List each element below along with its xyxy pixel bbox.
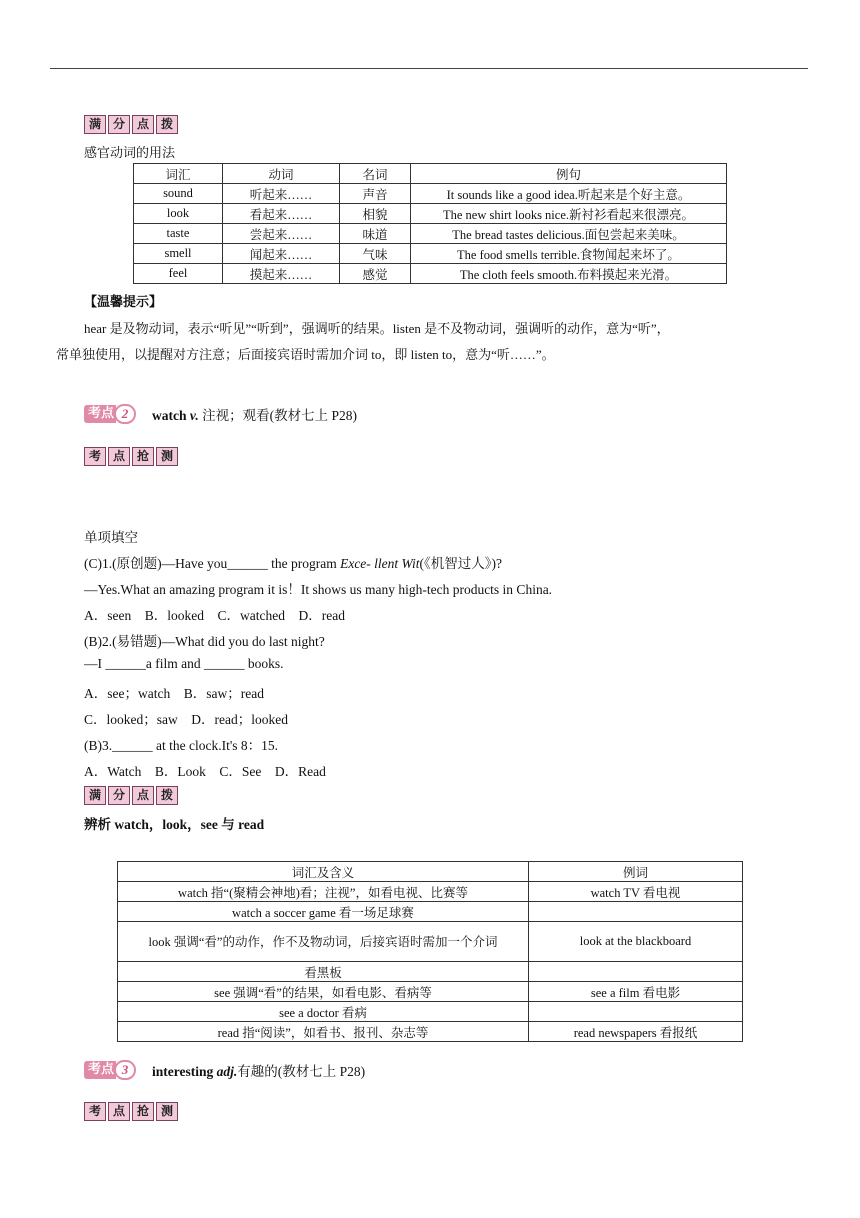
section-title: 感官动词的用法 [84, 146, 176, 161]
exam-point-label: 考点 [84, 405, 116, 423]
table-cell: 味道 [340, 224, 411, 244]
badge-char: 拨 [156, 115, 178, 134]
table-cell: 尝起来…… [223, 224, 340, 244]
table-cell: The bread tastes delicious.面包尝起来美味。 [411, 224, 727, 244]
badge-char: 满 [84, 786, 106, 805]
badge-char: 点 [108, 1102, 130, 1121]
table-cell: watch a soccer game 看一场足球赛 [118, 902, 529, 922]
table-header: 词汇 [134, 164, 223, 184]
exam-point-word: interesting [152, 1064, 214, 1079]
badge-char: 满 [84, 115, 106, 134]
table-cell: see a doctor 看病 [118, 1002, 529, 1022]
table-cell: 气味 [340, 244, 411, 264]
warm-tip-line: hear 是及物动词，表示“听见”“听到”，强调听的结果。listen 是不及物动词，强调听的动作，意为“听”， [84, 321, 670, 336]
table-row [118, 1002, 743, 1022]
table-cell: look [134, 204, 223, 224]
table-cell: 看黑板 [118, 962, 529, 982]
badge-char: 分 [108, 115, 130, 134]
exam-point-pos: v. [189, 408, 199, 423]
options-line: A．Watch B．Look C．See D．Read [84, 764, 326, 779]
table-row [118, 902, 743, 922]
badge-char: 测 [156, 1102, 178, 1121]
badge-char: 考 [84, 1102, 106, 1121]
header-rule [50, 68, 808, 69]
question-text: (C)1.(原创题)—Have you______ the program [84, 556, 341, 571]
exam-point-text [152, 404, 357, 424]
full-score-tip-badge [84, 786, 178, 805]
exam-point-word: watch [152, 408, 187, 423]
exam-point-text [152, 1060, 365, 1080]
table-cell: 摸起来…… [223, 264, 340, 284]
question-1 [84, 552, 502, 572]
table-cell: read 指“阅读”，如看书、报刊、杂志等 [118, 1022, 529, 1042]
table-cell [529, 1002, 743, 1022]
question-text: (《机智过人》)? [419, 556, 503, 571]
table-cell: 看起来…… [223, 204, 340, 224]
exercise-heading: 单项填空 [84, 530, 138, 545]
table-row [134, 224, 727, 244]
table-header: 例句 [411, 164, 727, 184]
table-row [118, 962, 743, 982]
warm-tip-line: 常单独使用，以提醒对方注意；后面接宾语时需加介词 to，即 listen to，意为“听……”。 [56, 347, 555, 362]
table-cell: 相貌 [340, 204, 411, 224]
table-header-row [134, 164, 727, 184]
question-3: (B)3.______ at the clock.It's 8：15. [84, 738, 279, 753]
options-line: A．seen B．looked C．watched D．read [84, 608, 345, 623]
table-cell: taste [134, 224, 223, 244]
table-cell: look 强调“看”的动作，作不及物动词，后接宾语时需加一个介词 [118, 922, 529, 962]
question-line: —Yes.What an amazing program it is！It shows us many high-tech products in China. [84, 582, 553, 597]
table-cell: The new shirt looks nice.新衬衫看起来很漂亮。 [411, 204, 727, 224]
section-title: 辨析 watch，look，see 与 read [84, 817, 265, 832]
program-title: Exce- llent Wit [340, 556, 420, 571]
badge-char: 点 [132, 786, 154, 805]
table-cell: watch TV 看电视 [529, 882, 743, 902]
badge-char: 测 [156, 447, 178, 466]
table-cell: see a film 看电影 [529, 982, 743, 1002]
table-header-row [118, 862, 743, 882]
badge-char: 拨 [156, 786, 178, 805]
table-cell: feel [134, 264, 223, 284]
full-score-tip-badge [84, 115, 178, 134]
table-cell: see 强调“看”的结果，如看电影、看病等 [118, 982, 529, 1002]
badge-char: 考 [84, 447, 106, 466]
exam-test-badge [84, 1102, 178, 1121]
table-row [134, 264, 727, 284]
table-cell [529, 962, 743, 982]
question-2: (B)2.(易错题)—What did you do last night? [84, 634, 325, 649]
table-cell: watch 指“(聚精会神地)看；注视”，如看电视、比赛等 [118, 882, 529, 902]
exam-point-desc: 有趣的(教材七上 P28) [237, 1064, 366, 1079]
badge-char: 点 [108, 447, 130, 466]
table-cell [529, 902, 743, 922]
table-row [118, 922, 743, 962]
exam-point-3 [84, 1060, 365, 1080]
table-row [134, 184, 727, 204]
watch-look-see-read-table [117, 861, 743, 1042]
table-cell: 闻起来…… [223, 244, 340, 264]
badge-char: 分 [108, 786, 130, 805]
exam-point-2 [84, 404, 357, 424]
options-line: A．see；watch B．saw；read [84, 686, 264, 701]
exam-test-badge [84, 447, 178, 466]
table-cell: 声音 [340, 184, 411, 204]
badge-char: 点 [132, 115, 154, 134]
table-cell: read newspapers 看报纸 [529, 1022, 743, 1042]
table-cell: sound [134, 184, 223, 204]
table-row [118, 982, 743, 1002]
table-row [118, 882, 743, 902]
exam-point-label: 考点 [84, 1061, 116, 1079]
table-cell: look at the blackboard [529, 922, 743, 962]
warm-tip-label: 【温馨提示】 [84, 295, 163, 310]
table-cell: The food smells terrible.食物闻起来坏了。 [411, 244, 727, 264]
table-row [134, 244, 727, 264]
table-header: 名词 [340, 164, 411, 184]
table-cell: The cloth feels smooth.布料摸起来光滑。 [411, 264, 727, 284]
table-header: 例词 [529, 862, 743, 882]
exam-point-number: 3 [114, 1060, 136, 1080]
table-row [134, 204, 727, 224]
exam-point-desc: 注视；观看(教材七上 P28) [198, 408, 358, 423]
table-cell: 感觉 [340, 264, 411, 284]
table-row [118, 1022, 743, 1042]
table-header: 词汇及含义 [118, 862, 529, 882]
table-header: 动词 [223, 164, 340, 184]
table-cell: smell [134, 244, 223, 264]
options-line: C．looked；saw D．read；looked [84, 712, 288, 727]
exam-point-number: 2 [114, 404, 136, 424]
exam-point-pos: adj. [216, 1064, 238, 1079]
badge-char: 抢 [132, 447, 154, 466]
table-cell: It sounds like a good idea.听起来是个好主意。 [411, 184, 727, 204]
question-line: —I ______a film and ______ books. [84, 656, 284, 671]
badge-char: 抢 [132, 1102, 154, 1121]
table-cell: 听起来…… [223, 184, 340, 204]
sense-verbs-table [133, 163, 727, 284]
